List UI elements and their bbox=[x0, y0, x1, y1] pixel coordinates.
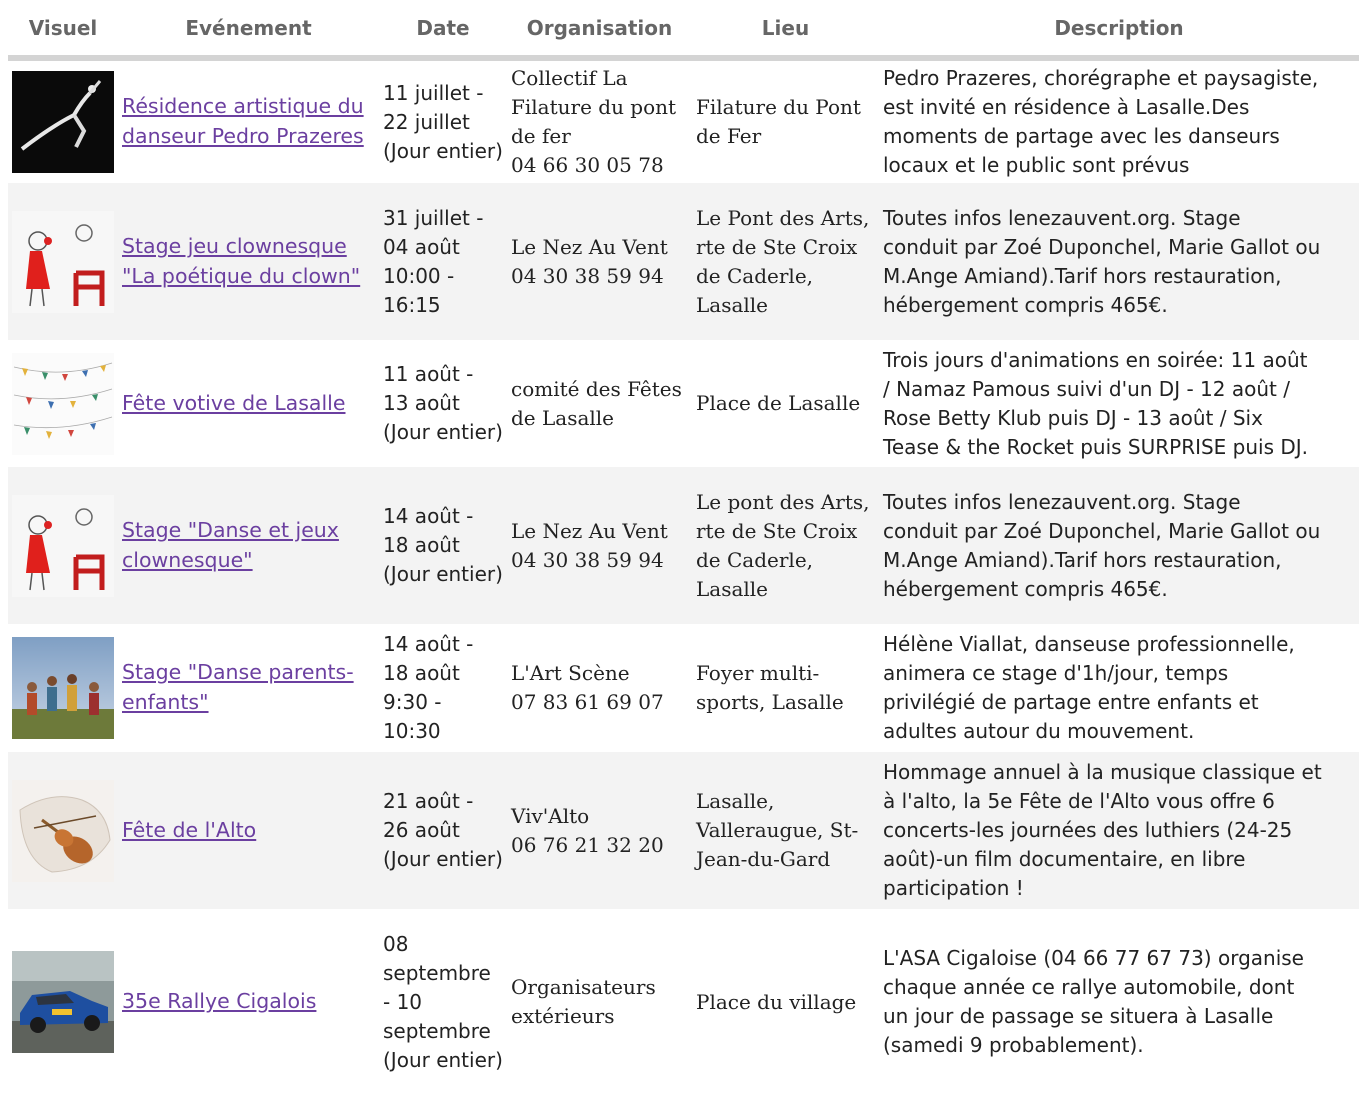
family-dance-photo-icon[interactable] bbox=[12, 637, 114, 739]
event-organisation: Viv'Alto bbox=[511, 803, 590, 828]
header-visuel: Visuel bbox=[8, 0, 118, 58]
header-description: Description bbox=[879, 0, 1359, 58]
event-link[interactable]: 35e Rallye Cigalois bbox=[122, 989, 317, 1013]
description-line: moments de partage avec les danseurs bbox=[883, 124, 1280, 148]
table-row bbox=[8, 624, 1359, 752]
table-row bbox=[8, 58, 1359, 183]
event-lieu: Filature du Pont de Fer bbox=[692, 58, 879, 183]
description-line: Toutes infos lenezauvent.org. Stage bbox=[883, 205, 1241, 230]
event-date: 11 juillet - 22 juillet (Jour entier) bbox=[379, 58, 507, 183]
header-organisation: Organisation bbox=[507, 0, 692, 58]
description-line: conduit par Zoé Duponchel, Marie Gallot ou bbox=[883, 234, 1321, 259]
description-line: L'ASA Cigaloise (04 66 77 67 73) organise bbox=[883, 946, 1304, 970]
table-row bbox=[8, 752, 1359, 909]
event-link[interactable]: Fête de l'Alto bbox=[122, 817, 257, 842]
description-line: M.Ange Amiand).Tarif hors restauration, bbox=[883, 547, 1282, 572]
event-lieu: Place du village bbox=[692, 909, 879, 1094]
description-line: hébergement compris 465€. bbox=[883, 576, 1168, 601]
event-phone: 04 30 38 59 94 bbox=[511, 263, 664, 288]
event-lieu: Place de Lasalle bbox=[692, 340, 879, 467]
header-lieu: Lieu bbox=[692, 0, 879, 58]
clown-drawing-icon[interactable] bbox=[12, 211, 114, 313]
description-line: Pedro Prazeres, chorégraphe et paysagiste, bbox=[883, 66, 1319, 90]
description-line: Toutes infos lenezauvent.org. Stage bbox=[883, 489, 1241, 514]
description-line: privilégié de partage entre enfants et bbox=[883, 690, 1259, 714]
event-date: 11 août - 13 août (Jour entier) bbox=[379, 340, 507, 467]
event-link[interactable]: Stage jeu clownesque "La poétique du clown" bbox=[122, 233, 361, 288]
description-line: (samedi 9 probablement). bbox=[883, 1033, 1144, 1057]
description-line: chaque année ce rallye automobile, dont bbox=[883, 975, 1295, 999]
description-line: à l'alto, la 5e Fête de l'Alto vous offre 6 bbox=[883, 789, 1275, 813]
description-line: un jour de passage se situera à Lasalle bbox=[883, 1004, 1274, 1028]
events-table bbox=[8, 0, 1359, 1094]
event-date: 31 juillet - 04 août 10:00 - 16:15 bbox=[379, 183, 507, 340]
description-line: hébergement compris 465€. bbox=[883, 292, 1168, 317]
table-row bbox=[8, 467, 1359, 624]
description-line: Trois jours d'animations en soirée: 11 août bbox=[883, 347, 1308, 372]
event-link[interactable]: Fête votive de Lasalle bbox=[122, 390, 346, 415]
event-organisation: comité des Fêtes de Lasalle bbox=[511, 376, 682, 430]
event-phone: 04 66 30 05 78 bbox=[511, 153, 664, 177]
description-line: Hélène Viallat, danseuse professionnelle, bbox=[883, 632, 1295, 656]
event-lieu: Le Pont des Arts, rte de Ste Croix de Caderle, Lasalle bbox=[692, 183, 879, 340]
event-link[interactable]: Résidence artistique du danseur Pedro Prazeres bbox=[122, 94, 364, 148]
bunting-flags-icon[interactable] bbox=[12, 353, 114, 455]
event-date: 14 août - 18 août 9:30 - 10:30 bbox=[379, 624, 507, 752]
description-line: M.Ange Amiand).Tarif hors restauration, bbox=[883, 263, 1282, 288]
table-row bbox=[8, 183, 1359, 340]
table-row bbox=[8, 909, 1359, 1094]
description-line: Tease & the Rocket puis SURPRISE puis DJ. bbox=[883, 434, 1309, 459]
rally-car-photo-icon[interactable] bbox=[12, 951, 114, 1053]
description-line: Rose Betty Klub puis DJ - 13 août / Six bbox=[883, 405, 1263, 430]
description-line: adultes autour du mouvement. bbox=[883, 719, 1195, 743]
violin-illustration-icon[interactable] bbox=[12, 780, 114, 882]
description-line: participation ! bbox=[883, 876, 1024, 900]
header-evenement: Evénement bbox=[118, 0, 379, 58]
event-organisation: Organisateurs extérieurs bbox=[511, 975, 656, 1028]
description-line: est invité en résidence à Lasalle.Des bbox=[883, 95, 1250, 119]
event-organisation: Collectif La Filature du pont de fer bbox=[511, 66, 677, 148]
event-date: 21 août - 26 août (Jour entier) bbox=[379, 752, 507, 909]
event-lieu: Foyer multi-sports, Lasalle bbox=[692, 624, 879, 752]
event-phone: 06 76 21 32 20 bbox=[511, 832, 664, 857]
description-line: locaux et le public sont prévus bbox=[883, 153, 1190, 177]
event-phone: 07 83 61 69 07 bbox=[511, 690, 664, 714]
event-date: 08 septembre - 10 septembre (Jour entier) bbox=[379, 909, 507, 1094]
event-lieu: Le pont des Arts, rte de Ste Croix de Caderle, Lasalle bbox=[692, 467, 879, 624]
description-line: août)-un film documentaire, en libre bbox=[883, 847, 1246, 871]
clown-drawing-icon[interactable] bbox=[12, 495, 114, 597]
table-header-row bbox=[8, 0, 1359, 58]
event-link[interactable]: Stage "Danse parents-enfants" bbox=[122, 660, 354, 714]
description-line: Hommage annuel à la musique classique et bbox=[883, 760, 1322, 784]
event-organisation: L'Art Scène bbox=[511, 661, 630, 685]
event-organisation: Le Nez Au Vent bbox=[511, 518, 668, 543]
description-line: concerts-les journées des luthiers (24-25 bbox=[883, 818, 1293, 842]
header-date: Date bbox=[379, 0, 507, 58]
event-date: 14 août - 18 août (Jour entier) bbox=[379, 467, 507, 624]
description-line: / Namaz Pamous suivi d'un DJ - 12 août / bbox=[883, 376, 1290, 401]
event-link[interactable]: Stage "Danse et jeux clownesque" bbox=[122, 517, 339, 572]
table-row bbox=[8, 340, 1359, 467]
description-line: animera ce stage d'1h/jour, temps bbox=[883, 661, 1229, 685]
event-organisation: Le Nez Au Vent bbox=[511, 234, 668, 259]
description-line: conduit par Zoé Duponchel, Marie Gallot ou bbox=[883, 518, 1321, 543]
event-phone: 04 30 38 59 94 bbox=[511, 547, 664, 572]
event-lieu: Lasalle, Valleraugue, St-Jean-du-Gard bbox=[692, 752, 879, 909]
dancer-photo-icon[interactable] bbox=[12, 71, 114, 173]
